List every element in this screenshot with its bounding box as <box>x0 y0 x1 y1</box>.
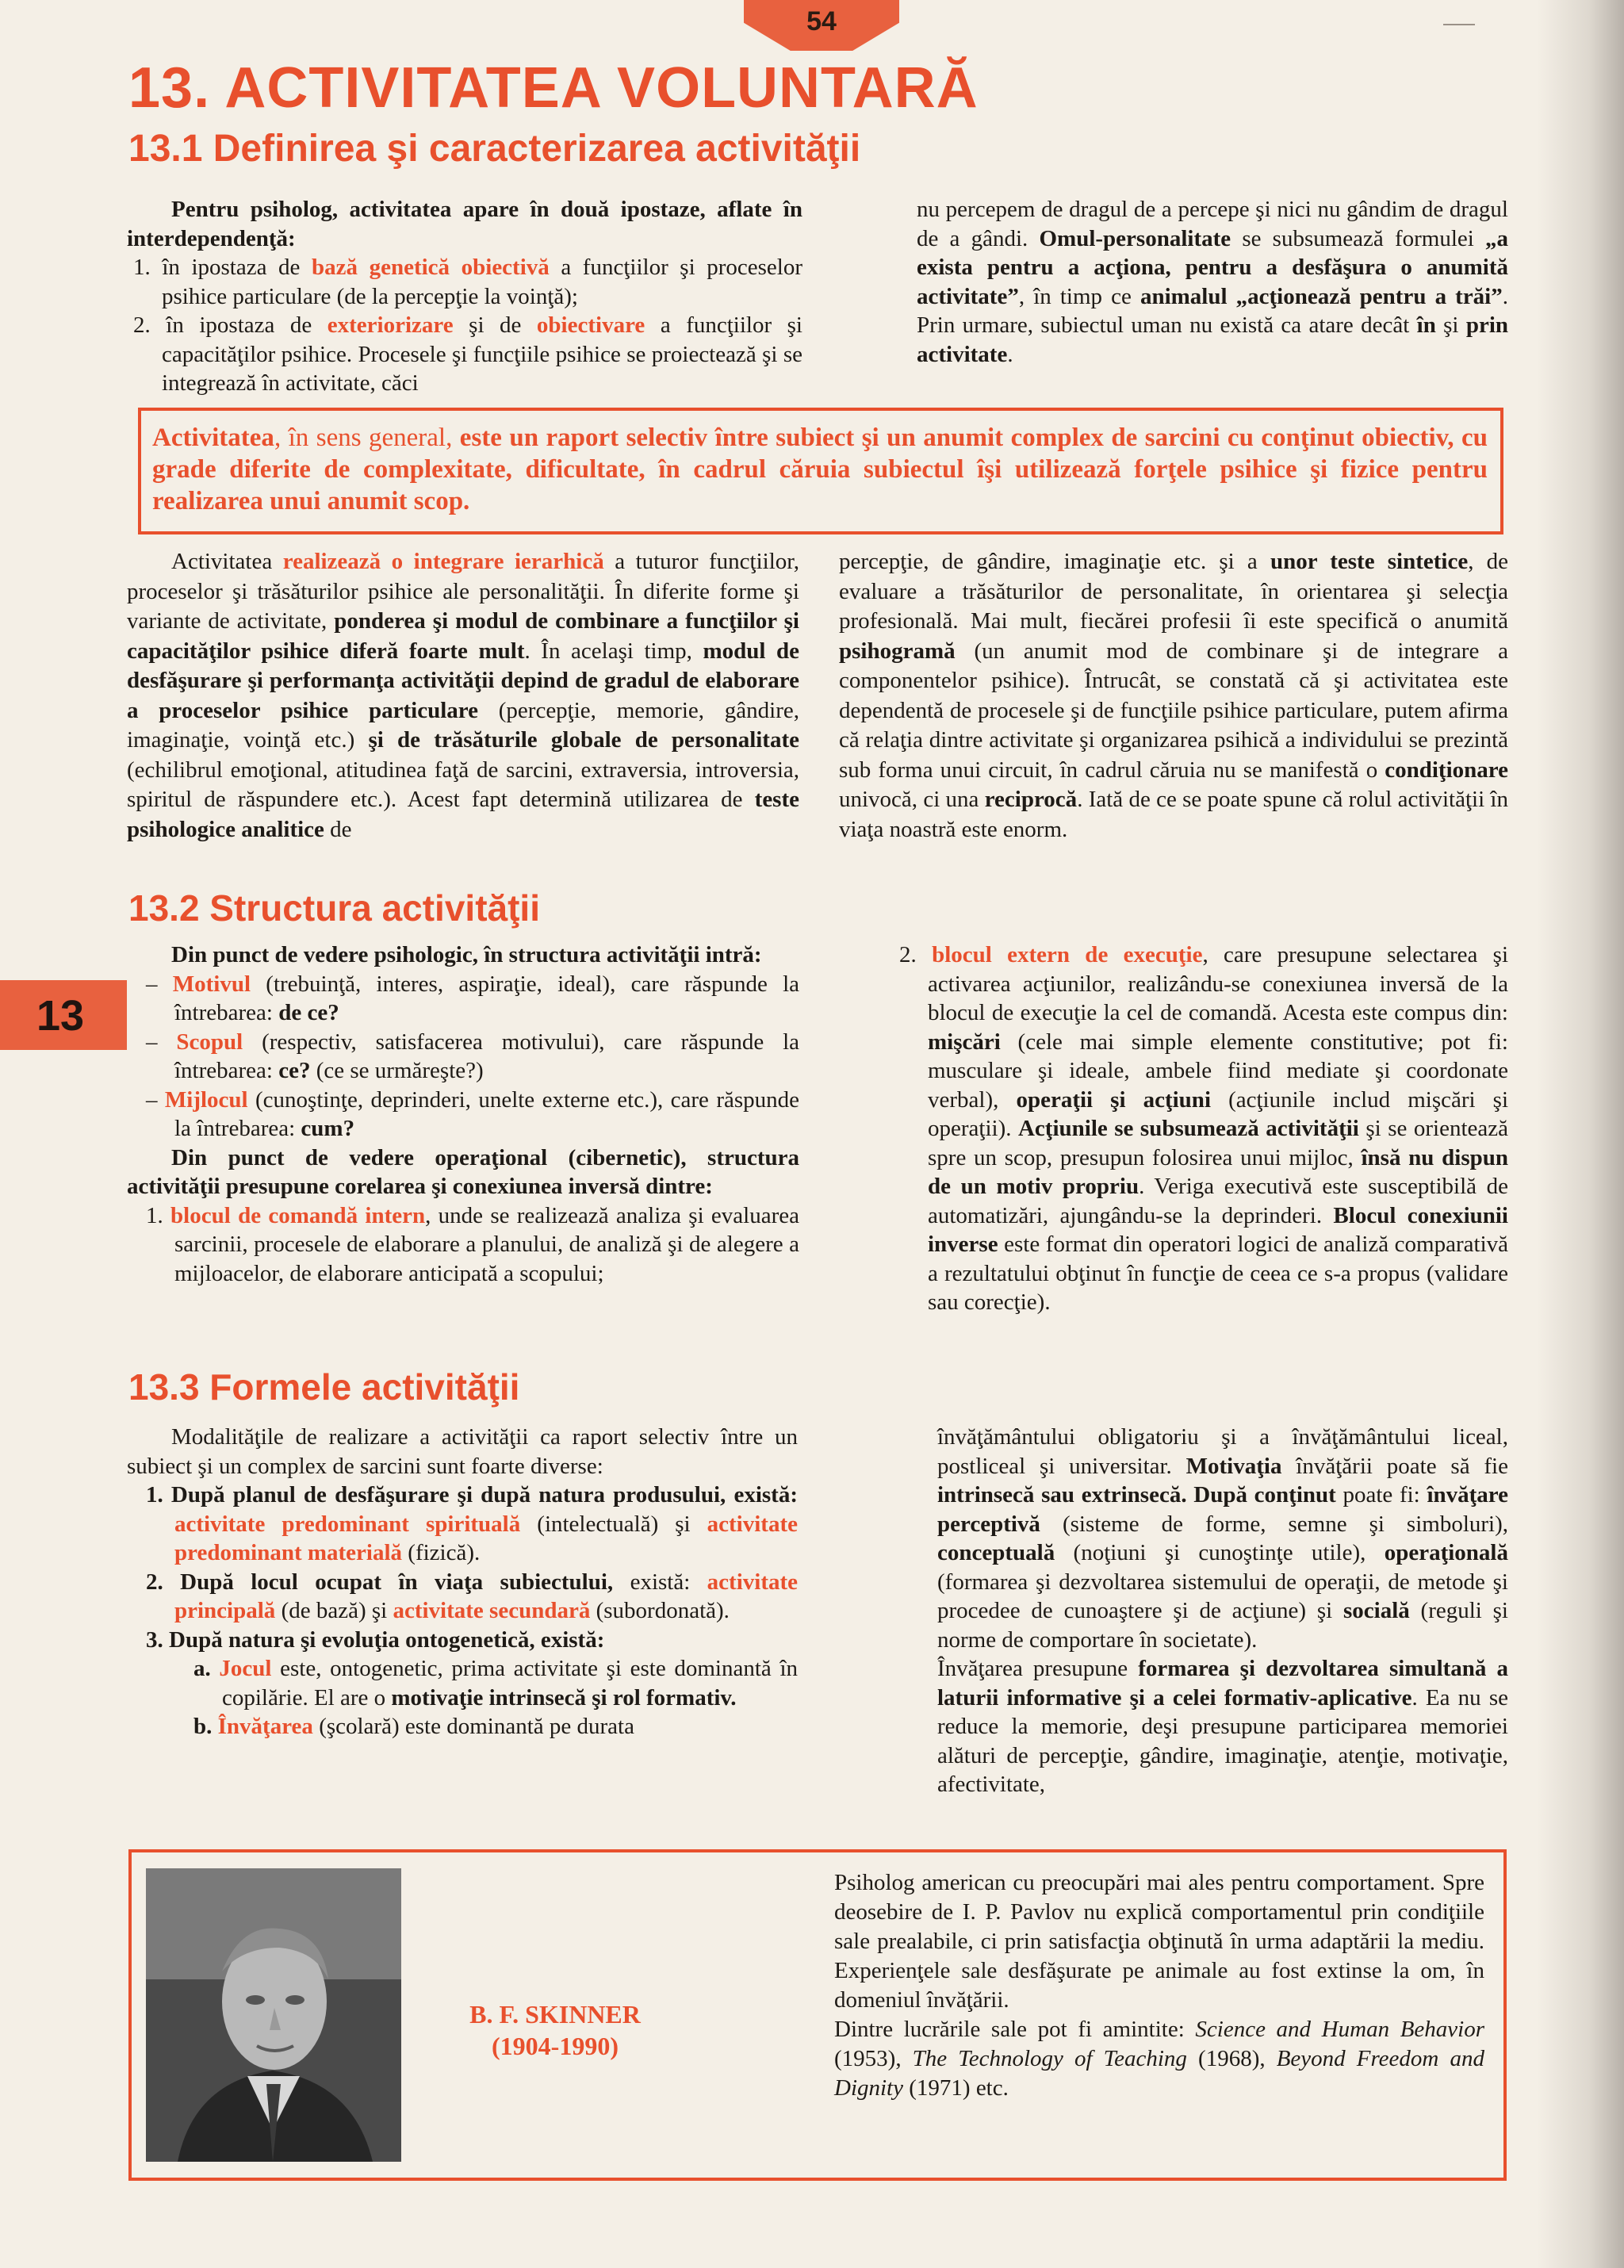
sec1-item-1: 1. în ipostaza de bază genetică obiectivă a funcţiilor şi proceselor psihice particulare (de la percepţie la voinţă); <box>133 255 802 309</box>
para2-left-column <box>127 547 799 845</box>
para2-right-column <box>839 547 1508 845</box>
section-title-13-3: 13.3 Formele activităţii <box>128 1366 520 1408</box>
person-years: (1904-1990) <box>492 2032 619 2060</box>
section-title-13-1: 13.1 Definirea şi caracterizarea activităţii <box>128 128 861 170</box>
corner-mark <box>1443 24 1475 25</box>
sec2-left-column <box>127 941 799 1288</box>
definition-box <box>138 408 1503 534</box>
para2-left-text: Activitatea realizează o integrare ierarhică a tuturor funcţiilor, proceselor şi trăsăturilor psihice ale personalităţii. În diferite forme şi variante de activitate, ponderea şi modul de combinare a funcţiilor şi capacităţilor psihice diferă foarte mult. În acelaşi timp, modul de desfăşurare şi performanţa activităţii depind de gradul de elaborare a proceselor psihice particulare (percepţie, memorie, gândire, imaginaţie, voinţă etc.) şi de trăsăturile globale de personalitate (echilibrul emoţional, atitudinea faţă de sarcini, extraversia, introversia, spiritul de răspundere etc.). Acest fapt determină utilizarea de teste psihologice analitice de <box>127 549 800 842</box>
sec2-item-1: 1. blocul de comandă intern, unde se realizează analiza şi evaluarea sarcinii, procesele de elaborare a planului, de analiză şi de alegere a mijloacelor, de elaborare anticipată a scopului; <box>146 1202 800 1286</box>
sec2-intro-2: Din punct de vedere operaţional (cibernetic), structura activităţii presupune corelarea şi conexiunea inversă dintre: <box>127 1144 799 1199</box>
sec3-form-3b: b. Învăţarea (şcolară) este dominantă pe durata <box>193 1714 634 1739</box>
sec3-left-column <box>127 1423 798 1741</box>
sec3-intro: Modalităţile de realizare a activităţii ca raport selectiv între un subiect şi un complex de sarcini sunt foarte diverse: <box>127 1424 798 1479</box>
sec2-dash-3: – Mijlocul (cunoştinţe, deprinderi, unelte externe etc.), care răspunde la întrebarea: cum? <box>146 1086 800 1141</box>
sec2-item-2: 2. blocul extern de execuţie, care presupune selectarea şi activarea acţiunilor, realizându-se conexiunea inversă de la blocul de execuţie la cel de comandă. Acesta este compus din: mişcări (cele mai simple elemente constitutive; pot fi: musculare şi ideale, ambele fiind mediate şi coordonate verbal), operaţii şi acţiuni (acţiunile includ mişcări şi operaţii). Acţiunile se subsumează activităţii şi se orientează spre un scop, presupun folosirea unui mijloc, însă nu dispun de un motiv propriu. Veriga executivă este susceptibilă de automatizări, ajungându-se la deprinderi. Blocul conexiunii inverse este format din operatori logici de analiză comparativă a rezultatului obţinut în funcţie de ceea ce s-a propus (validare sau corecţie). <box>899 942 1509 1315</box>
page-binding-shadow <box>1537 0 1624 2268</box>
sec3-form-1: 1. După planul de desfăşurare şi după natura produsului, există: activitate predominant spirituală (intelectuală) şi activitate predominant materială (fizică). <box>146 1482 798 1565</box>
page-number: 54 <box>806 6 837 36</box>
chapter-title: 13. ACTIVITATEA VOLUNTARĂ <box>128 56 979 120</box>
sec3-form-3: 3. După natura şi evoluţia ontogenetică, există: <box>146 1626 605 1653</box>
sec3-right-text: învăţământului obligatoriu şi a învăţământului liceal, postliceal şi universitar. Motivaţia învăţării poate să fie intrinsecă sau extrinsecă. După conţinut poate fi: învăţare perceptivă (sisteme de forme, semne şi simboluri), conceptuală (noţiuni şi cunoştinţe utile), operaţională (formarea şi dezvoltarea sistemului de operaţii, de metode şi procedee de cunoaştere şi de acţiune) şi socială (reguli şi norme de comportare în societate). <box>937 1424 1508 1653</box>
section-title-13-2: 13.2 Structura activităţii <box>128 887 540 929</box>
chapter-side-number: 13 <box>36 992 85 1040</box>
para2-right-text: percepţie, de gândire, imaginaţie etc. şi a unor teste sintetice, de evaluare a trăsăturilor de personalitate, în orientarea şi selecţia profesională. Mai mult, fiecărei profesii îi este specifică o anumită psihogramă (un anumit mod de combinare şi de integrare a componentelor psihice). Întrucât, se constată că şi activitatea este dependentă de procesele şi de funcţiile psihice particulare, putem afirma că relaţia dintre activitate şi organizarea psihică a individului se prezintă sub forma unui circuit, în cadrul căruia nu se manifestă o condiţionare univocă, ci una reciprocă. Iată de ce se poate spune că rolul activităţii în viaţa noastră este enorm. <box>839 549 1508 842</box>
portrait-illustration <box>146 1868 401 2162</box>
sec2-dash-2: – Scopul (respectiv, satisfacerea motivului), care răspunde la întrebarea: ce? (ce se urmăreşte?) <box>146 1029 800 1083</box>
sec3-form-2: 2. După locul ocupat în viaţa subiectului, există: activitate principală (de bază) şi activitate secundară (subordonată). <box>146 1569 799 1623</box>
biography-text <box>834 1868 1484 2103</box>
skinner-portrait-photo <box>146 1868 401 2162</box>
sec1-right-column <box>917 195 1508 369</box>
sec1-item-2: 2. în ipostaza de exteriorizare şi de obiectivare a funcţiilor şi capacităţilor psihice. Procesele şi funcţiile psihice se proiectează şi se integrează în activitate, căci <box>133 312 802 396</box>
bio-paragraph-2: Dintre lucrările sale pot fi amintite: Science and Human Behavior (1953), The Technology of Teaching (1968), Beyond Freedom and Dignity (1971) etc. <box>834 2017 1484 2101</box>
person-name: B. F. SKINNER <box>469 2000 641 2029</box>
sec1-right-text: nu percepem de dragul de a percepe şi nici nu gândim de dragul de a gândi. Omul-personalitate se subsumează formulei „a exista pentru a acţiona, pentru a desfăşura o anumită activitate”, în timp ce animalul „acţionează pentru a trăi”. Prin urmare, subiectul uman nu există ca atare decât în şi prin activitate. <box>917 197 1509 367</box>
sec3-form-3a: a. Jocul este, ontogenetic, prima activitate şi este dominantă în copilărie. El are o motivaţie intrinsecă şi rol formativ. <box>193 1656 799 1711</box>
definition-text: Activitatea, în sens general, este un raport selectiv între subiect şi un anumit complex de sarcini cu conţinut obiectiv, cu grade diferite de complexitate, dificultate, în cadrul căruia subiectul îşi utilizează forţele psihice şi fizice pentru realizarea unui anumit scop. <box>152 423 1488 515</box>
sec2-intro: Din punct de vedere psihologic, în structura activităţii intră: <box>171 942 762 967</box>
biography-name <box>412 1998 698 2062</box>
sec1-left-column <box>127 195 802 398</box>
sec2-dash-1: – Motivul (trebuinţă, interes, aspiraţie, ideal), care răspunde la întrebarea: de ce? <box>146 971 799 1025</box>
sec3-right-text-2: Învăţarea presupune formarea şi dezvoltarea simultană a laturii informative şi a celei formativ-aplicative. Ea nu se reduce la memorie, deşi presupune participarea memoriei alături de percepţie, gândire, imaginaţie, atenţie, motivaţie, afectivitate, <box>937 1656 1508 1797</box>
bio-paragraph-1: Psiholog american cu preocupări mai ales pentru comportament. Spre deosebire de I. P. Pavlov nu explică comportamentul prin condiţiile sale prealabile, ci prin satisfacţia obţinută în urma adaptării la mediu. Experienţele sale desfăşurate pe animale au fost extinse la om, în domeniul învăţării. <box>834 1870 1484 2013</box>
sec3-right-column <box>937 1423 1508 1799</box>
sec2-right-column <box>880 941 1508 1317</box>
sec1-intro: Pentru psiholog, activitatea apare în două ipostaze, aflate în interdependenţă: <box>127 197 802 251</box>
